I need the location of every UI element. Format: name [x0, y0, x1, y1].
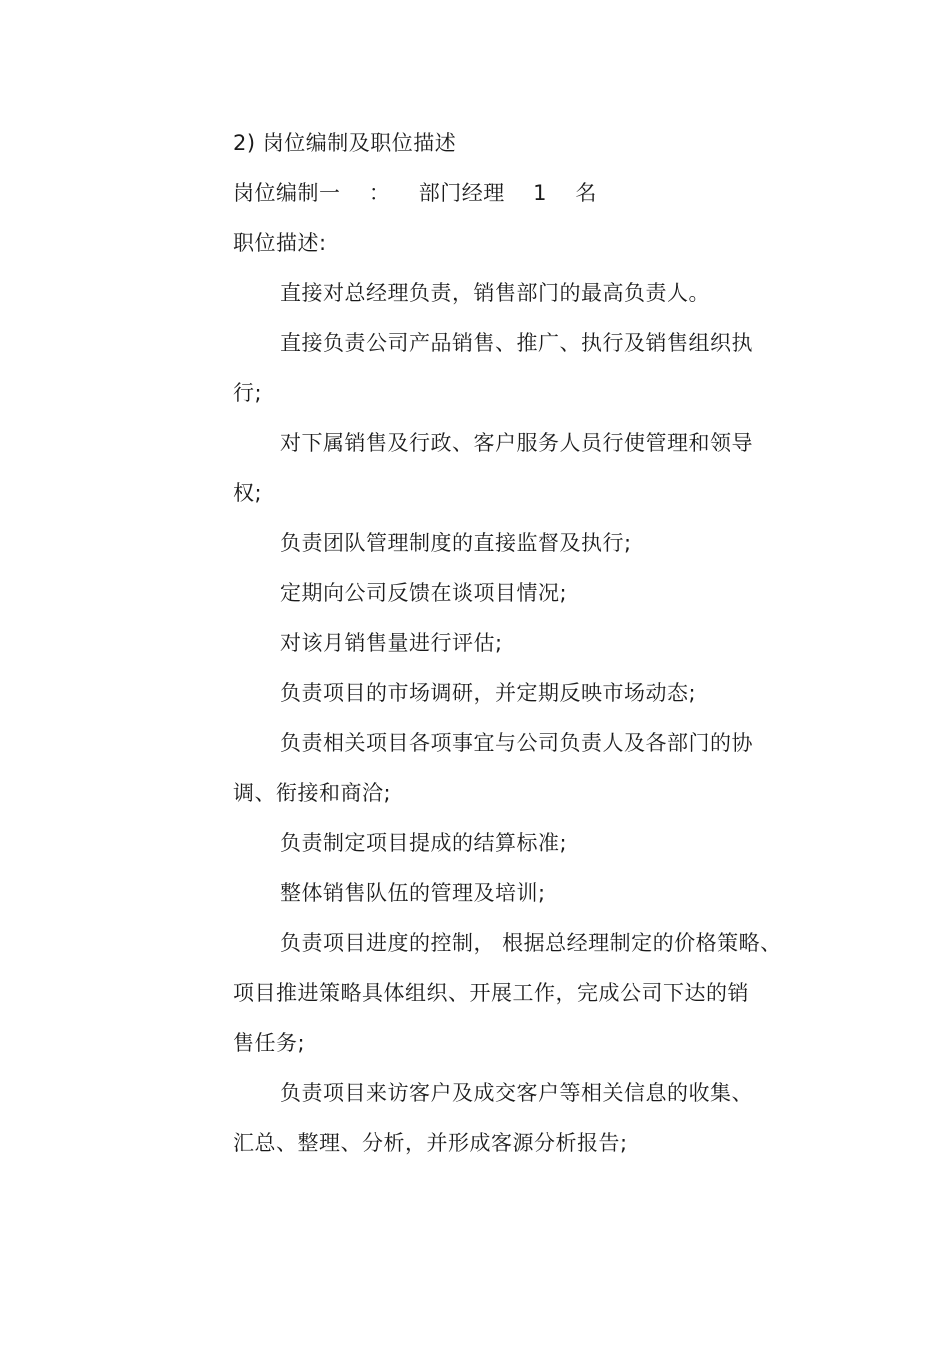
description-line: 售任务;	[233, 1031, 306, 1055]
description-line: 直接负责公司产品销售、推广、执行及销售组织执	[280, 331, 753, 355]
description-line: 行;	[233, 381, 263, 405]
description-line: 对该月销售量进行评估;	[280, 631, 503, 655]
headcount-line	[233, 168, 793, 218]
description-line: 调、衔接和商洽;	[233, 781, 392, 805]
description-line: 负责项目的市场调研，并定期反映市场动态;	[280, 681, 697, 705]
description-line: 负责相关项目各项事宜与公司负责人及各部门的协	[280, 731, 753, 755]
description-line: 整体销售队伍的管理及培训;	[280, 881, 546, 905]
description-line: 负责项目来访客户及成交客户等相关信息的收集、	[280, 1081, 753, 1105]
description-line: 权;	[233, 481, 263, 505]
headcount-colon: ：	[368, 181, 391, 205]
description-line: 对下属销售及行政、客户服务人员行使管理和领导	[280, 431, 753, 455]
description-line: 负责项目进度的控制， 根据总经理制定的价格策略、	[280, 931, 782, 955]
headcount-label: 岗位编制一	[233, 181, 341, 205]
description-heading: 职位描述:	[233, 231, 327, 255]
description-line: 负责团队管理制度的直接监督及执行;	[280, 531, 632, 555]
section-title: 2) 岗位编制及职位描述	[233, 131, 457, 155]
headcount-count: 1	[533, 181, 547, 205]
description-line: 负责制定项目提成的结算标准;	[280, 831, 568, 855]
headcount-unit: 名	[575, 181, 597, 205]
headcount-position: 部门经理	[418, 181, 505, 205]
description-lines	[233, 268, 793, 1168]
description-line: 汇总、整理、分析，并形成客源分析报告;	[233, 1131, 628, 1155]
description-line: 定期向公司反馈在谈项目情况;	[280, 581, 568, 605]
description-line: 项目推进策略具体组织、开展工作，完成公司下达的销	[233, 981, 749, 1005]
document-body	[233, 118, 793, 1168]
description-line: 直接对总经理负责，销售部门的最高负责人。	[280, 281, 710, 305]
